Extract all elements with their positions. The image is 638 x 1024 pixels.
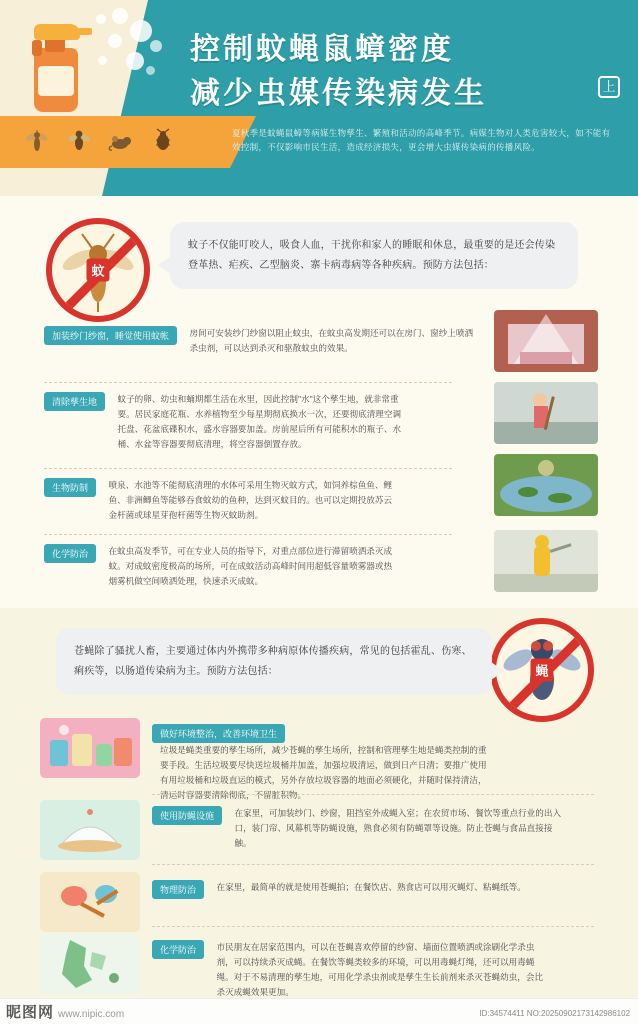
fly-tip-2 [152,806,594,851]
sweeping-photo [494,382,598,444]
fly-tip-4 [152,940,594,1000]
map-illustration [40,934,140,994]
fly-intro-bubble: 苍蝇除了骚扰人畜，主要通过体内外携带多种病原体传播疾病，常见的包括霍乱、伤寒、痢疾等，以肠道传染病为主。预防方法包括： [56,628,492,695]
fly-tip-1 [152,724,594,803]
fly-section [0,608,638,998]
watermark-url: www.nipic.com [58,1009,125,1020]
fly-tip-3-text: 在家里，最简单的就是使用苍蝇拍；在餐饮店、熟食店可以用灭蝇灯、粘蝇纸等。 [216,882,526,892]
mosquito-tip-1-text: 房间可安装纱门纱窗以阻止蚊虫，在蚊虫高发期还可以在房门、窗纱上喷洒杀虫剂，可以达到杀灭和驱散蚊虫的效果。 [189,328,474,354]
fly-tip-3-tag: 物理防治 [152,880,204,899]
mosquito-tip-4-text: 在蚊虫高发季节，可在专业人员的指导下，对重点部位进行滞留喷洒杀灭成蚊。对成蚊密度极高的场所，可在成蚊活动高峰时间用超低容量喷雾器或热烟雾机做空间喷洒处理，快速杀灭成蚊。 [108,546,393,587]
mosquito-tip-3-tag: 生物防制 [44,478,96,497]
mosquito-section [0,196,638,608]
spraying-photo [494,530,598,592]
mosquito-tip-2-tag: 清除孳生地 [44,392,105,411]
fly-icon [66,128,92,154]
food-cover-illustration [40,800,140,860]
fly-tip-divider-2 [152,864,594,865]
tip-divider-3 [44,534,452,535]
fly-tip-4-text: 市民朋友在居家范围内，可以在苍蝇喜欢停留的纱窗、墙面位置喷洒或涂刷化学杀虫剂，可以持续杀灭成蝇。在餐饮等蝇类较多的环境，可以用毒蝇灯绳，还可以用毒蝇绳。对于不易清理的孳生地，可用化学杀虫剂或是孳生生长前剂来杀灭苍蝇幼虫，会比杀灭成蝇效果更加。 [216,942,544,998]
poster-title-line2: 减少虫媒传染病发生 [190,77,487,110]
fly-badge-label: 蝇 [530,659,553,682]
footer-bar [0,998,638,1024]
fly-prohibition-badge [490,618,594,722]
spray-bottle-icon [12,14,108,118]
fly-swatter-illustration [40,872,140,932]
fly-tip-4-tag: 化学防治 [152,940,204,959]
fly-tip-2-tag: 使用防蝇设施 [152,806,222,825]
image-id-text: ID:34574411 NO:20250902173142986102 [479,1009,630,1018]
pest-icon-row [24,128,176,154]
mosquito-prohibition-badge [46,218,150,322]
fly-tip-divider-3 [152,926,594,927]
poster-header [0,0,638,196]
mosquito-icon [24,128,50,154]
title-part-badge: 上 [598,76,620,98]
fly-tip-3 [152,880,594,899]
fly-tip-1-text: 垃圾是蝇类重要的孳生场所，减少苍蝇的孳生场所，控制和管理孳生地是蝇类控制的重要手段。生活垃圾要尽快送垃圾桶并加盖，加强垃圾清运，做到日产日清；要推广使用有用垃圾桶和垃圾直运的模式，另外存放垃圾容器的地面必须硬化，并随时保持清洁，清运时容器要清除彻底，不留脏积物。 [160,745,487,801]
mosquito-tip-2-text: 蚊子的卵、幼虫和蛹期都生活在水里，因此控制"水"这个孳生地，就非常重要。居民家庭花瓶、水养植物至少每星期彻底换水一次，还要彻底清理空调托盘、花盆底碟积水，盛水容器要加盖。房前屋后所有可能积水的瓶子、水桶、水盆等容器要彻底清理，将空容器倒置存放。 [117,394,402,450]
mosquito-tip-1-tag: 加装纱门纱窗，睡觉使用蚊帐 [44,326,177,345]
garbage-sorting-illustration [40,718,140,778]
mosquito-tip-3-text: 喷泉、水池等不能彻底清理的水体可采用生物灭蚊方式，如饲养棕鱼鱼、鲤鱼、非洲鲫鱼等能够吞食蚊幼的鱼种，达到灭蚊目的。也可以定期投放苏云金杆菌或球星芽孢杆菌等生物灭蚊助剂。 [108,480,393,521]
cockroach-icon [150,128,176,154]
mosquito-intro-bubble: 蚊子不仅能叮咬人，吸食人血，干扰你和家人的睡眠和休息，最重要的是还会传染登革热、疟疾、乙型脑炎、寨卡病毒病等各种疾病。预防方法包括： [170,222,578,289]
tip-divider-1 [44,382,452,383]
watermark-logo: 昵图网 [6,1004,55,1021]
bed-net-photo [494,310,598,372]
tip-divider-2 [44,468,452,469]
header-description: 夏秋季是蚊蝇鼠蟑等病媒生物孳生、繁殖和活动的高峰季节。病媒生物对人类危害较大，如不能有效控制，不仅影响市民生活，造成经济损失，更会增大虫媒传染病的传播风险。 [232,128,611,153]
watermark [6,1001,124,1022]
mosquito-tip-4-tag: 化学防治 [44,544,96,563]
fly-tip-2-text: 在家里，可加装纱门、纱窗，阻挡室外成蝇入室；在农贸市场、餐饮等重点行业的出入口，装门帘、风幕机等防蝇设施，熟食必须有防蝇罩等设施。防止苍蝇与食品直接接触。 [234,808,562,849]
mosquito-badge-label: 蚊 [86,259,109,282]
poster-title-line1: 控制蚊蝇鼠蟑密度 [190,33,454,66]
fly-tip-1-tag: 做好环境整治，改善环境卫生 [152,724,285,743]
rat-icon [108,128,134,154]
fly-tip-divider-1 [152,794,594,795]
pond-photo [494,454,598,516]
